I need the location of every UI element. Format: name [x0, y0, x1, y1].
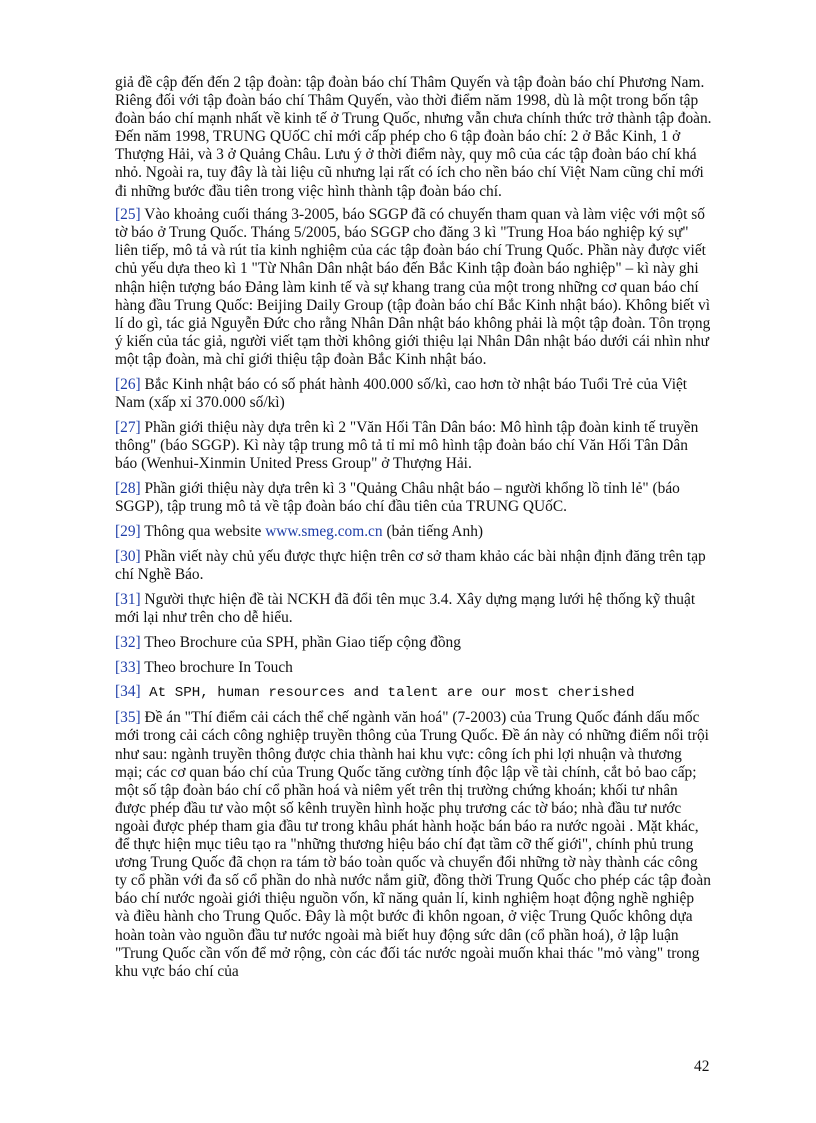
footnote-28: [115, 480, 712, 516]
footnote-text: Phần viết này chủ yếu được thực hiện trên cơ sở tham khảo các bài nhận định đăng trên tạp chí Nghề Báo.: [115, 547, 706, 583]
footnote-ref[interactable]: [32]: [115, 633, 141, 651]
footnote-ref[interactable]: [33]: [115, 658, 141, 676]
footnote-ref[interactable]: [25]: [115, 206, 141, 224]
footnote-text: At SPH, human resources and talent are our most cherished: [140, 685, 635, 702]
footnote-ref[interactable]: [31]: [115, 590, 141, 608]
footnote-34: [115, 683, 712, 702]
website-link[interactable]: www.smeg.com.cn: [265, 522, 383, 540]
footnote-ref[interactable]: [35]: [115, 709, 141, 727]
footnote-35: [115, 709, 712, 980]
footnote-ref[interactable]: [29]: [115, 522, 141, 540]
footnote-ref[interactable]: [26]: [115, 375, 141, 393]
footnote-30: [115, 548, 712, 584]
footnote-26: [115, 376, 712, 412]
footnote-text: Phần giới thiệu này dựa trên kì 2 "Văn Hối Tân Dân báo: Mô hình tập đoàn kinh tế truyền thông" (báo SGGP). Kì này tập trung mô tả tỉ mỉ mô hình tập đoàn báo chí Văn Hối Tân Dân báo (Wenhui-Xinmin United Press Group" ở Thượng Hải.: [115, 418, 699, 472]
footnote-text: Vào khoảng cuối tháng 3-2005, báo SGGP đã có chuyến tham quan và làm việc với một số tờ báo ở Trung Quốc. Tháng 5/2005, báo SGGP cho đăng 3 kì "Trung Hoa báo nghiệp ký sự" liên tiếp, mô tả và rút tỉa kinh nghiệm của các tập đoàn báo chí Trung Quốc. Phần này được viết chủ yếu dựa theo kì 1 "Từ Nhân Dân nhật báo đến Bắc Kinh tập đoàn báo nghiệp" – kì này ghi nhận hiện tượng báo Đảng làm kinh tế và sự khang trang của một trong những cơ quan báo chí hàng đầu Trung Quốc: Beijing Daily Group (tập đoàn báo chí Bắc Kinh nhật báo). Không biết vì lí do gì, tác giả Nguyễn Đức cho rằng Nhân Dân nhật báo không phải là một tập đoàn. Tôn trọng ý kiến của tác giả, người viết tạm thời không giới thiệu lại Nhân Dân nhật báo dưới cái nhìn như một tập đoàn, mà chỉ giới thiệu tập đoàn Bắc Kinh nhật báo.: [115, 206, 711, 368]
footnote-31: [115, 591, 712, 627]
footnote-text: Theo brochure In Touch: [140, 658, 293, 676]
footnote-25: [115, 206, 712, 369]
footnote-32: [115, 634, 712, 652]
footnote-29: [115, 523, 712, 541]
footnote-27: [115, 419, 712, 473]
intro-paragraph: giả đề cập đến đến 2 tập đoàn: tập đoàn báo chí Thâm Quyến và tập đoàn báo chí Phương Nam. Riêng đối với tập đoàn báo chí Thâm Quyến, vào thời điểm năm 1998, dù là một trong bốn tập đoàn báo chí mạnh nhất về kinh tế ở Trung Quốc, nhưng vẫn chưa chính thức trở thành tập đoàn. Đến năm 1998, TRUNG QUốC chỉ mới cấp phép cho 6 tập đoàn báo chí: 2 ở Bắc Kinh, 1 ở Thượng Hải, và 3 ở Quảng Châu. Lưu ý ở thời điểm này, quy mô của các tập đoàn báo chí khá nhỏ. Ngoài ra, tuy đây là tài liệu cũ nhưng lại rất có ích cho nền báo chí Việt Nam cũng chỉ mới đi những bước đầu tiên trong việc hình thành tập đoàn báo chí.: [115, 74, 712, 200]
footnote-ref[interactable]: [34]: [115, 683, 141, 701]
footnote-text-before: Thông qua website: [140, 522, 266, 540]
footnote-text: Bắc Kinh nhật báo có số phát hành 400.000 số/kì, cao hơn tờ nhật báo Tuổi Trẻ của Việt Nam (xấp xỉ 370.000 số/kì): [115, 375, 688, 411]
footnote-text: Theo Brochure của SPH, phần Giao tiếp cộng đồng: [140, 633, 461, 651]
footnote-text: Phần giới thiệu này dựa trên kì 3 "Quảng Châu nhật báo – người khổng lồ tỉnh lẻ" (báo SGGP), tập trung mô tả về tập đoàn báo chí đầu tiên của TRUNG QUốC.: [115, 479, 680, 515]
document-body: [115, 74, 712, 988]
footnote-ref[interactable]: [30]: [115, 547, 141, 565]
page-number: 42: [694, 1058, 710, 1075]
footnote-ref[interactable]: [27]: [115, 418, 141, 436]
footnote-text: Đề án "Thí điểm cải cách thể chế ngành văn hoá" (7-2003) của Trung Quốc đánh dấu mốc mới trong cải cách công nghiệp truyền thông của Trung Quốc. Đề án này có những điểm nổi trội như sau: ngành truyền thông được chia thành hai khu vực: công ích phi lợi nhuận và thương mại; các cơ quan báo chí của Trung Quốc tăng cường tính độc lập về tài chính, cắt bỏ bao cấp; một số tập đoàn báo chí cổ phần hoá và niêm yết trên thị trường chứng khoán; khối tư nhân được phép đầu tư vào một số kênh truyền hình hoặc phụ trương các tờ báo; nhà đầu tư nước ngoài được phép tham gia đầu tư trong khâu phát hành hoặc bán báo ra nước ngoài . Mặt khác, để thực hiện mục tiêu tạo ra "những thương hiệu báo chí đạt tầm cỡ thế giới", chính phủ trung ương Trung Quốc đã chọn ra tám tờ báo toàn quốc và chuyển đổi những tờ này thành các công ty cổ phần với đa số cổ phần do nhà nước nắm giữ, đồng thời Trung Quốc cho phép các tập đoàn báo chí nước ngoài giới thiệu nguồn vốn, kĩ năng quản lí, kinh nghiệm hoạt động nghề nghiệp và điều hành cho Trung Quốc. Đây là một bước đi khôn ngoan, ở việc Trung Quốc không dựa hoàn toàn vào nguồn đầu tư nước ngoài mà biết huy động sức dân (cổ phần hoá), ở lập luận "Trung Quốc cần vốn để mở rộng, còn các đối tác nước ngoài muốn khai thác "mỏ vàng" trong khu vực báo chí của: [115, 709, 711, 980]
footnote-text: Người thực hiện đề tài NCKH đã đổi tên mục 3.4. Xây dựng mạng lưới hệ thống kỹ thuật mới lại như trên cho dễ hiểu.: [115, 590, 696, 626]
footnote-ref[interactable]: [28]: [115, 479, 141, 497]
footnote-text-after: (bản tiếng Anh): [382, 522, 484, 540]
footnote-33: [115, 659, 712, 677]
